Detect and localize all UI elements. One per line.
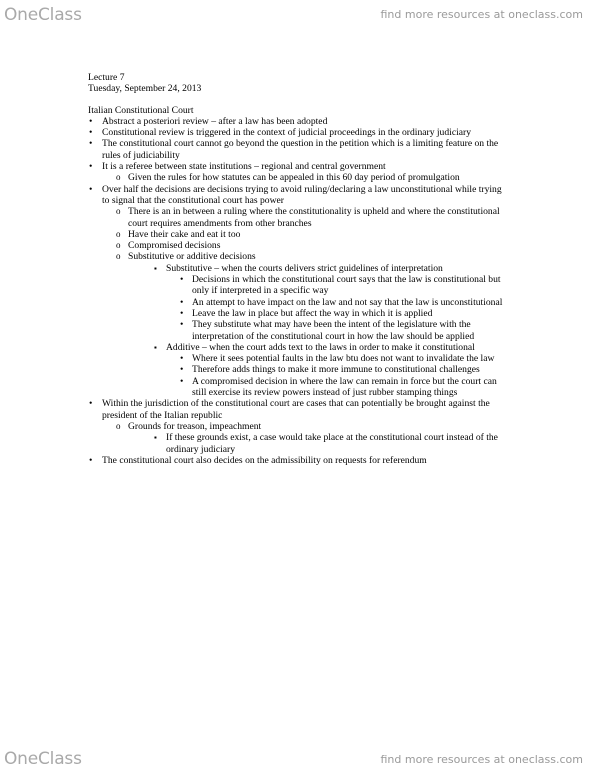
sub-list — [116, 172, 508, 183]
list-item-text: The constitutional court also decides on the admissibility on requests for referendum — [102, 454, 427, 466]
list-item — [178, 353, 508, 364]
list-item-text: Substitutive – when the courts delivers strict guidelines of interpretation — [166, 262, 443, 274]
sub-sub-list — [154, 432, 508, 455]
list-item — [178, 364, 508, 375]
list-item-text: Compromised decisions — [128, 240, 221, 252]
list-item-text: An attempt to have impact on the law and not say that the law is unconstitutional — [192, 296, 503, 308]
list-item — [116, 229, 508, 240]
list-item — [88, 455, 508, 466]
list-item-text: Therefore adds things to make it more immune to constitutional challenges — [192, 364, 480, 376]
list-item-text: There is an in between a ruling where the constitutionality is upheld and where the constitutional court requires amendments from other branches — [128, 206, 500, 229]
footer-tagline-link[interactable]: find more resources at oneclass.com — [380, 753, 583, 766]
list-item-text: It is a referee between state institutions – regional and central government — [102, 161, 386, 173]
list-item-text: Given the rules for how statutes can be appealed in this 60 day period of promulgation — [128, 172, 460, 184]
sub-list — [116, 421, 508, 455]
list-item-text: Over half the decisions are decisions trying to avoid ruling/declaring a law unconstitutional while trying to signal that the constitutional court has power — [102, 183, 502, 206]
list-item — [116, 251, 508, 398]
list-item-text: A compromised decision in where the law can remain in force but the court can still exercise its review powers instead of just rubber stamping things — [192, 375, 497, 399]
section-heading: Italian Constitutional Court — [88, 104, 194, 116]
header-tagline-link[interactable]: find more resources at oneclass.com — [380, 8, 583, 21]
list-item — [116, 206, 508, 229]
list-item — [116, 240, 508, 251]
list-item — [88, 398, 508, 454]
notes-list — [88, 116, 508, 466]
list-item-text: Substitutive or additive decisions — [128, 251, 256, 263]
list-item — [178, 319, 508, 342]
lecture-date: Tuesday, September 24, 2013 — [88, 83, 202, 95]
list-item-text: If these grounds exist, a case would take place at the constitutional court instead of the ordinary judiciary — [166, 432, 498, 455]
spacer — [88, 95, 508, 105]
list-item — [178, 274, 508, 297]
list-item — [154, 263, 508, 342]
detail-list — [178, 274, 508, 342]
list-item — [88, 161, 508, 184]
list-item — [154, 342, 508, 398]
list-item — [88, 127, 508, 138]
list-item — [88, 116, 508, 127]
list-item — [178, 297, 508, 308]
oneclass-logo[interactable]: OneClass — [4, 5, 82, 25]
list-item-text: Additive – when the court adds text to the laws in order to make it constitutional — [166, 341, 475, 353]
list-item — [154, 432, 508, 455]
list-item-text: Leave the law in place but affect the way in which it is applied — [192, 307, 433, 319]
document-body — [88, 72, 508, 466]
sub-list — [116, 206, 508, 398]
page-header — [0, 0, 595, 26]
list-item-text: Where it sees potential faults in the law btu does not want to invalidate the law — [192, 353, 495, 365]
oneclass-logo[interactable]: OneClass — [4, 749, 82, 769]
list-item-text: Constitutional review is triggered in the context of judicial proceedings in the ordinary judiciary — [102, 127, 471, 139]
sub-sub-list — [154, 263, 508, 399]
list-item — [116, 421, 508, 455]
page-footer — [0, 744, 595, 770]
list-item-text: Decisions in which the constitutional court says that the law is constitutional but only if interpreted in a specific way — [192, 274, 501, 297]
list-item-text: The constitutional court cannot go beyond the question in the petition which is a limiting feature on the rules of judiciability — [102, 138, 499, 161]
list-item-text: Within the jurisdiction of the constitutional court are cases that can potentially be brought against the president of the Italian republic — [102, 398, 490, 421]
list-item — [178, 308, 508, 319]
list-item — [178, 376, 508, 399]
list-item-text: Grounds for treason, impeachment — [128, 420, 262, 432]
detail-list — [178, 353, 508, 398]
list-item-text: They substitute what may have been the intent of the legislature with the interpretation of the constitutional court in how the law should be applied — [192, 319, 475, 342]
lecture-number: Lecture 7 — [88, 72, 125, 83]
list-item — [88, 184, 508, 399]
list-item-text: Abstract a posteriori review – after a law has been adopted — [102, 115, 328, 127]
list-item-text: Have their cake and eat it too — [128, 228, 241, 240]
list-item — [88, 138, 508, 161]
list-item — [116, 172, 508, 183]
